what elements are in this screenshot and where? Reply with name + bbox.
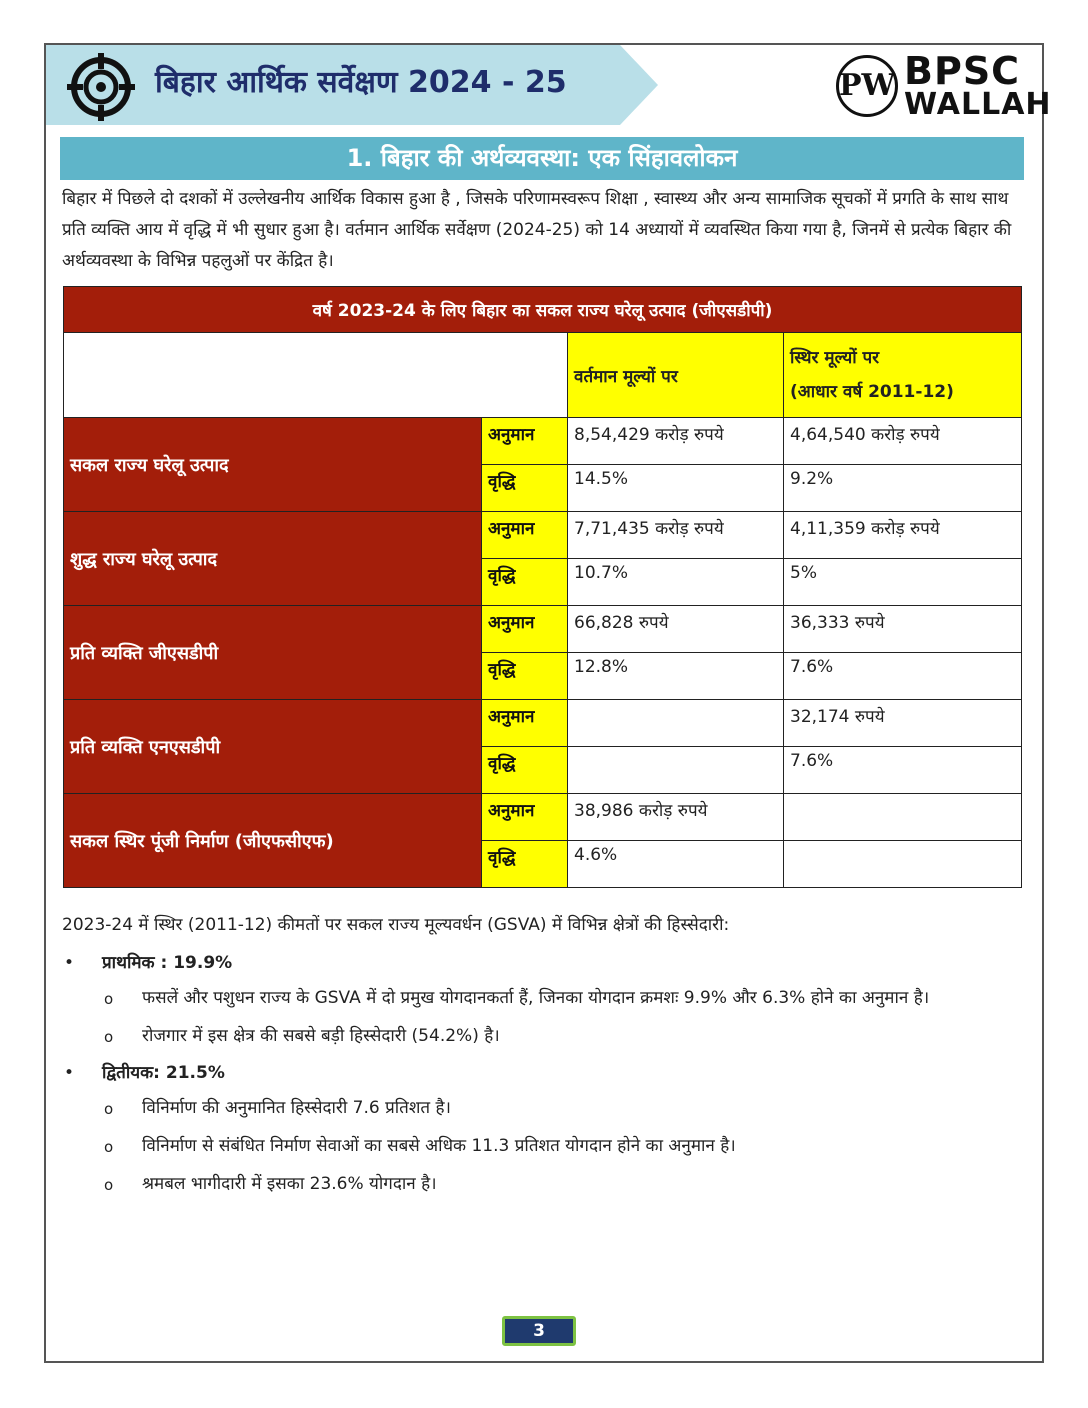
cell-estimate-constant [784,794,1022,841]
cell-estimate-constant: 32,174 रुपये [784,700,1022,747]
cell-growth-current: 12.8% [568,653,784,700]
cell-growth-current [568,747,784,794]
sub-label-estimate: अनुमान [482,606,568,653]
sub-bullet: o फसलें और पशुधन राज्य के GSVA में दो प्रमुख योगदानकर्ता हैं, जिनका योगदान क्रमशः 9.9% और 6.3% होने का अनुमान है। [62,984,1024,1012]
sub-label-estimate: अनुमान [482,512,568,559]
bpsc-wallah-logo [836,49,1052,122]
cell-estimate-current: 38,986 करोड़ रुपये [568,794,784,841]
cell-growth-current: 4.6% [568,841,784,888]
table-header-blank [64,333,568,418]
row-label: शुद्ध राज्य घरेलू उत्पाद [64,512,482,606]
row-label: प्रति व्यक्ति जीएसडीपी [64,606,482,700]
sub-label-estimate: अनुमान [482,794,568,841]
column-header-constant-line2: (आधार वर्ष 2011-12) [790,382,954,402]
table-row [64,418,1022,465]
sub-label-growth: वृद्धि [482,465,568,512]
bullet-secondary: • द्वितीयक: 21.5% [62,1060,1024,1086]
row-label: सकल राज्य घरेलू उत्पाद [64,418,482,512]
cell-estimate-constant: 36,333 रुपये [784,606,1022,653]
pw-logo-icon: PW [836,55,898,117]
sub-label-growth: वृद्धि [482,559,568,606]
column-header-constant-line1: स्थिर मूल्यों पर [790,348,880,368]
cell-growth-constant: 9.2% [784,465,1022,512]
page-number: 3 [502,1316,576,1346]
table-row [64,606,1022,653]
sub-bullet: o विनिर्माण की अनुमानित हिस्सेदारी 7.6 प्रतिशत है। [62,1094,1024,1122]
gsva-intro: 2023-24 में स्थिर (2011-12) कीमतों पर सकल राज्य मूल्यवर्धन (GSVA) में विभिन्न क्षेत्रों की हिस्सेदारी: [62,915,730,935]
logo-text-bottom: WALLAH [904,87,1052,122]
cell-estimate-constant: 4,64,540 करोड़ रुपये [784,418,1022,465]
section-heading: 1. बिहार की अर्थव्यवस्था: एक सिंहावलोकन [60,137,1024,180]
sub-label-estimate: अनुमान [482,700,568,747]
cell-estimate-current: 66,828 रुपये [568,606,784,653]
intro-paragraph: बिहार में पिछले दो दशकों में उल्लेखनीय आर्थिक विकास हुआ है , जिसके परिणामस्वरूप शिक्षा , स्वास्थ्य और अन्य सामाजिक सूचकों में प्रगति के साथ साथ प्रति व्यक्ति आय में वृद्धि में भी सुधार हुआ है। वर्तमान आर्थिक सर्वेक्षण (2024-25) को 14 अध्यायों में व्यवस्थित किया गया है, जिनमें से प्रत्येक बिहार की अर्थव्यवस्था के विभिन्न पहलुओं पर केंद्रित है। [62,189,1012,271]
cell-estimate-current: 7,71,435 करोड़ रुपये [568,512,784,559]
row-label: प्रति व्यक्ति एनएसडीपी [64,700,482,794]
target-icon [66,52,136,122]
sub-label-estimate: अनुमान [482,418,568,465]
bullet-primary: • प्राथमिक : 19.9% [62,950,1024,976]
sub-bullet: o विनिर्माण से संबंधित निर्माण सेवाओं का सबसे अधिक 11.3 प्रतिशत योगदान होने का अनुमान है। [62,1132,1024,1160]
sub-bullet: o रोजगार में इस क्षेत्र की सबसे बड़ी हिस्सेदारी (54.2%) है। [62,1022,1024,1050]
sub-label-growth: वृद्धि [482,841,568,888]
cell-growth-current: 10.7% [568,559,784,606]
cell-estimate-current: 8,54,429 करोड़ रुपये [568,418,784,465]
gsdp-table [63,286,1022,888]
column-header-constant [784,333,1022,418]
logo-text-top: BPSC [904,49,1021,93]
table-row [64,700,1022,747]
row-label: सकल स्थिर पूंजी निर्माण (जीएफसीएफ) [64,794,482,888]
cell-growth-current: 14.5% [568,465,784,512]
sub-label-growth: वृद्धि [482,653,568,700]
column-header-current: वर्तमान मूल्यों पर [568,333,784,418]
sub-label-growth: वृद्धि [482,747,568,794]
cell-estimate-constant: 4,11,359 करोड़ रुपये [784,512,1022,559]
table-caption: वर्ष 2023-24 के लिए बिहार का सकल राज्य घरेलू उत्पाद (जीएसडीपी) [64,287,1022,333]
table-row [64,794,1022,841]
cell-estimate-current [568,700,784,747]
cell-growth-constant: 7.6% [784,747,1022,794]
table-row [64,512,1022,559]
page-title: बिहार आर्थिक सर्वेक्षण 2024 - 25 [155,65,567,100]
cell-growth-constant: 7.6% [784,653,1022,700]
cell-growth-constant [784,841,1022,888]
sub-bullet: o श्रमबल भागीदारी में इसका 23.6% योगदान है। [62,1170,1024,1198]
gsva-list [62,950,1024,1208]
cell-growth-constant: 5% [784,559,1022,606]
